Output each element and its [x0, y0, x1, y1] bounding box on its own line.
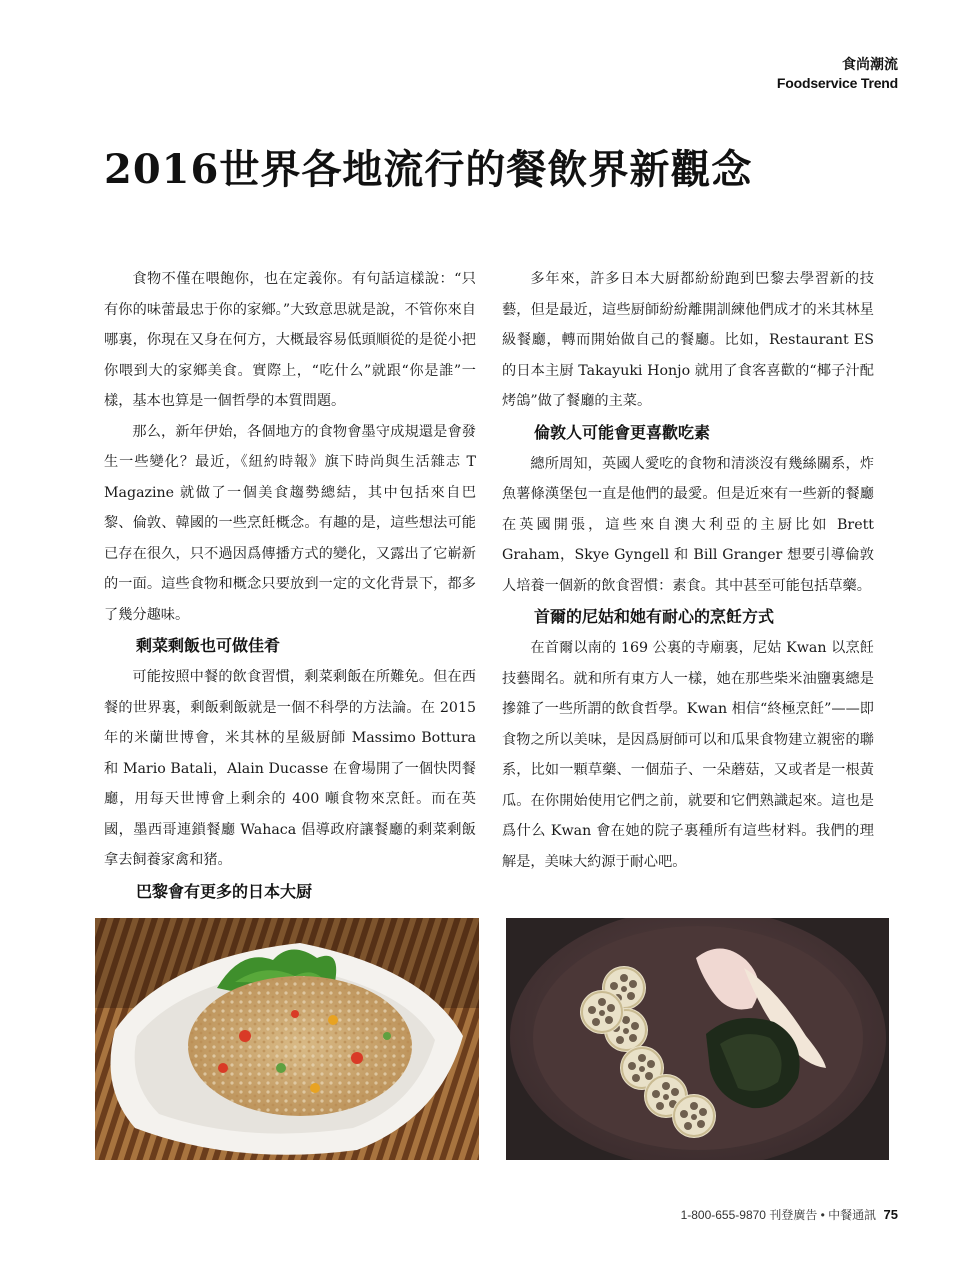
paragraph: 食物不僅在喂飽你，也在定義你。有句話這樣說：“只有你的味蕾最忠于你的家鄉。”大致意思就是說，不管你來自哪裏，你現在又身在何方，大概最容易低頭順從的是從小把你喂到大的家鄉美食。實際上，“吃什么”就跟“你是誰”一樣，基本也算是一個哲學的本質問題。 [104, 271, 476, 409]
paragraph: 總所周知，英國人愛吃的食物和清淡沒有幾絲關系，炸魚薯條漢堡包一直是他們的最愛。但是近來有一些新的餐廳在英國開張，這些來自澳大利亞的主厨比如 Brett Graham，Skye Gyngell 和 Bill Granger 想要引導倫敦人培養一個新的飲食習慣：素食。其中甚至可能包括草藥。 [502, 455, 874, 594]
paragraph: 可能按照中餐的飲食習慣，剩菜剩飯在所難免。但在西餐的世界裏，剩飯剩飯就是一個不科學的方法論。在 2015 年的米蘭世博會，米其林的星級厨師 Massimo Bottura 和 Mario Batali，Alain Ducasse 在會場開了一個快閃餐廳，用每天世博會上剩余的 400 噸食物來烹飪。而在英國，墨西哥連鎖餐廳 Wahaca 倡導政府讓餐廳的剩菜剩飯拿去飼養家禽和猪。 [104, 669, 476, 868]
subheading-leftovers: 剩菜剩飯也可做佳肴 [136, 636, 281, 655]
article-title: 2016世界各地流行的餐飲界新觀念 [104, 146, 753, 193]
page-number: 75 [883, 1207, 898, 1222]
page-footer [681, 1206, 898, 1223]
lotus-root-photo [506, 918, 889, 1160]
subheading-london: 倫敦人可能會更喜歡吃素 [534, 422, 711, 442]
left-column [104, 264, 476, 908]
subheading-paris: 巴黎會有更多的日本大厨 [136, 881, 313, 901]
paragraph: 多年來，許多日本大厨都紛紛跑到巴黎去學習新的技藝，但是最近，這些厨師紛紛離開訓練他們成才的米其林星級餐廳，轉而開始做自己的餐廳。比如，Restaurant ES 的日本主厨 Takayuki Honjo 就用了食客喜歡的“椰子汁配烤鴿”做了餐廳的主菜。 [502, 271, 874, 409]
footer-phone: 1-800-655-9870 [680, 1208, 766, 1222]
footer-label: 刊登廣告 • 中餐通訊 [769, 1208, 877, 1222]
section-title-en: Foodservice Trend [776, 75, 898, 91]
section-title-zh: 食尚潮流 [842, 57, 898, 73]
paragraph: 那么，新年伊始，各個地方的食物會墨守成規還是會發生一些變化？最近，《紐約時報》旗下時尚與生活雜志 T Magazine 就做了一個美食趨勢總結，其中包括來自巴黎、倫敦、韓國的一些烹飪概念。有趣的是，這些想法可能已存在很久，只不過因爲傳播方式的變化，又露出了它嶄新的一面。這些食物和概念只要放到一定的文化背景下，都多了幾分趣味。 [104, 423, 476, 623]
subheading-seoul: 首爾的尼姑和她有耐心的烹飪方式 [534, 607, 775, 626]
paragraph: 在首爾以南的 169 公裏的寺廟裏，尼姑 Kwan 以烹飪技藝聞名。就和所有東方人一樣，她在那些柴米油鹽裏總是摻雜了一些所謂的飲食哲學。Kwan 相信“終極烹飪”——即食物之所以美味，是因爲厨師可以和瓜果食物建立親密的聯系，比如一顆草藥、一個茄子、一朵蘑菇，又或者是一根黃瓜。在你開始使用它們之前，就要和它們熟識起來。這也是爲什么 Kwan 會在她的院子裏種所有這些材料。我們的理解是，美味大約源于耐心吧。 [502, 640, 874, 870]
fried-rice-photo [95, 918, 479, 1160]
right-column [502, 264, 874, 877]
